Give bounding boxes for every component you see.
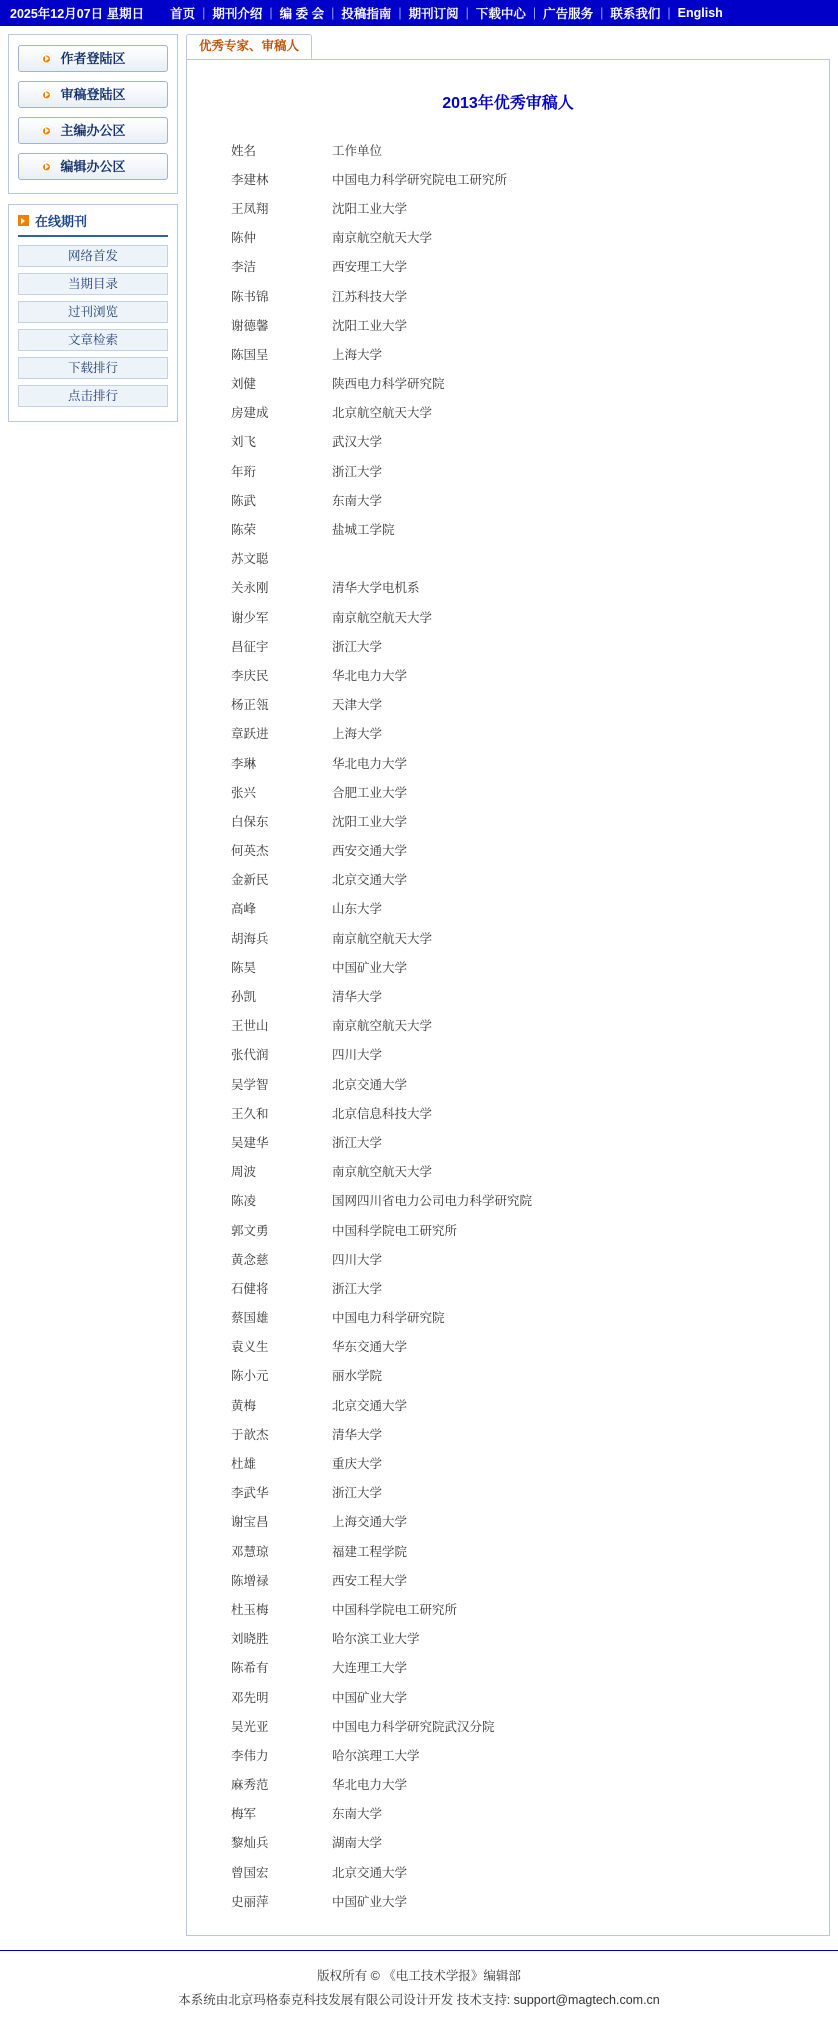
reviewer-name: 陈昊 <box>231 960 257 975</box>
sidebar-item-editor-office[interactable] <box>18 153 168 180</box>
table-row <box>227 427 532 456</box>
table-row <box>227 164 532 193</box>
reviewer-name: 陈仲 <box>231 231 257 246</box>
reviewer-affiliation: 湖南大学 <box>332 1836 383 1851</box>
sidebar-item-label: 文章检索 <box>67 333 118 347</box>
table-row <box>227 1478 532 1507</box>
reviewer-name: 陈凌 <box>231 1194 257 1209</box>
table-row <box>227 1740 532 1769</box>
table-row <box>227 369 532 398</box>
nav-separator: | <box>398 6 402 20</box>
reviewer-name: 陈荣 <box>231 523 257 538</box>
reviewer-name: 李庆民 <box>231 668 269 683</box>
sidebar-item-click-ranking[interactable] <box>18 385 168 407</box>
reviewer-name: 关永刚 <box>231 581 269 596</box>
table-row <box>227 1069 532 1098</box>
reviewer-affiliation: 重庆大学 <box>332 1457 383 1472</box>
tab-excellent-reviewers[interactable] <box>186 34 312 59</box>
table-row <box>227 1770 532 1799</box>
reviewer-name: 谢宝昌 <box>231 1515 269 1530</box>
reviewer-name: 谢少军 <box>231 610 269 625</box>
table-row <box>227 1507 532 1536</box>
sidebar-item-label: 当期目录 <box>67 277 118 291</box>
reviewer-affiliation: 清华大学 <box>332 1427 383 1442</box>
content-area <box>0 26 838 1936</box>
reviewer-name: 袁义生 <box>231 1340 269 1355</box>
nav-separator: | <box>202 6 206 20</box>
column-header-affiliation: 工作单位 <box>332 143 383 158</box>
table-row <box>227 748 532 777</box>
reviewer-name: 黄念慈 <box>231 1252 269 1267</box>
reviewer-affiliation: 华东交通大学 <box>332 1340 408 1355</box>
reviewer-name: 张兴 <box>231 785 257 800</box>
sidebar-item-article-search[interactable] <box>18 329 168 351</box>
reviewers-panel <box>186 60 830 1936</box>
reviewer-name: 李建林 <box>231 172 269 187</box>
reviewer-name: 于歆杰 <box>231 1427 269 1442</box>
reviewer-name: 石健将 <box>231 1281 269 1296</box>
nav-item-home[interactable]: 首页 <box>170 7 196 21</box>
reviewer-affiliation: 丽水学院 <box>332 1369 383 1384</box>
table-row <box>227 719 532 748</box>
table-row <box>227 1244 532 1273</box>
table-row <box>227 1215 532 1244</box>
reviewer-affiliation: 北京交通大学 <box>332 1077 408 1092</box>
nav-item-download-center[interactable]: 下载中心 <box>475 7 526 21</box>
reviewer-name: 高峰 <box>231 902 257 917</box>
reviewer-affiliation: 武汉大学 <box>332 435 383 450</box>
reviewer-affiliation: 中国电力科学研究院武汉分院 <box>332 1719 495 1734</box>
reviewer-affiliation: 哈尔滨工业大学 <box>332 1632 420 1647</box>
nav-item-editorial-board[interactable]: 编 委 会 <box>279 7 325 21</box>
online-journal-panel <box>8 204 178 422</box>
table-row <box>227 456 532 485</box>
reviewer-name: 周波 <box>231 1165 257 1180</box>
reviewer-affiliation: 浙江大学 <box>332 639 383 654</box>
reviewer-affiliation: 东南大学 <box>332 1807 383 1822</box>
reviewer-affiliation: 江苏科技大学 <box>332 289 408 304</box>
nav-separator: | <box>600 6 604 20</box>
reviewer-affiliation: 浙江大学 <box>332 1486 383 1501</box>
nav-item-submission-guide[interactable]: 投稿指南 <box>341 7 392 21</box>
reviewer-name: 杨正瓴 <box>231 698 269 713</box>
reviewer-affiliation: 西安理工大学 <box>332 260 408 275</box>
reviewer-name: 黄梅 <box>231 1398 257 1413</box>
sidebar-item-download-ranking[interactable] <box>18 357 168 379</box>
reviewer-affiliation: 盐城工学院 <box>332 523 395 538</box>
reviewer-affiliation: 国网四川省电力公司电力科学研究院 <box>332 1194 533 1209</box>
reviewer-name: 张代润 <box>231 1048 269 1063</box>
reviewer-affiliation: 北京信息科技大学 <box>332 1106 433 1121</box>
reviewer-affiliation: 南京航空航天大学 <box>332 1019 433 1034</box>
table-row <box>227 252 532 281</box>
table-row <box>227 544 532 573</box>
reviewer-affiliation: 北京航空航天大学 <box>332 406 433 421</box>
table-row <box>227 1828 532 1857</box>
reviewer-affiliation: 四川大学 <box>332 1252 383 1267</box>
reviewer-name: 梅军 <box>231 1807 257 1822</box>
reviewer-affiliation: 合肥工业大学 <box>332 785 408 800</box>
sidebar-item-label: 主编办公区 <box>60 123 126 138</box>
reviewer-name: 邓先明 <box>231 1690 269 1705</box>
table-row <box>227 894 532 923</box>
reviewer-affiliation: 浙江大学 <box>332 1135 383 1150</box>
table-row <box>227 339 532 368</box>
sidebar-item-editor-in-chief-office[interactable] <box>18 117 168 144</box>
reviewer-name: 杜雄 <box>231 1457 257 1472</box>
table-row <box>227 1419 532 1448</box>
reviewer-name: 吴建华 <box>231 1135 269 1150</box>
table-row <box>227 602 532 631</box>
table-row <box>227 923 532 952</box>
reviewer-affiliation: 天津大学 <box>332 698 383 713</box>
reviewer-name: 李伟力 <box>231 1748 269 1763</box>
reviewer-affiliation: 西安交通大学 <box>332 844 408 859</box>
table-row <box>227 1857 532 1886</box>
sidebar-item-current-issue[interactable] <box>18 273 168 295</box>
table-row <box>227 1711 532 1740</box>
reviewer-affiliation: 哈尔滨理工大学 <box>332 1748 420 1763</box>
column-header-name: 姓名 <box>231 143 257 158</box>
table-row <box>227 1040 532 1069</box>
sidebar-item-past-issues[interactable] <box>18 301 168 323</box>
reviewer-affiliation: 南京航空航天大学 <box>332 1165 433 1180</box>
table-row <box>227 1098 532 1127</box>
arrow-bullet-icon <box>41 125 52 136</box>
table-row <box>227 398 532 427</box>
table-row <box>227 1303 532 1332</box>
nav-separator: | <box>667 6 671 20</box>
reviewer-name: 蔡国雄 <box>231 1311 269 1326</box>
reviewer-affiliation: 上海大学 <box>332 727 383 742</box>
reviewer-affiliation: 北京交通大学 <box>332 1865 408 1880</box>
reviewer-name: 房建成 <box>231 406 269 421</box>
reviewer-affiliation: 西安工程大学 <box>332 1573 408 1588</box>
table-row <box>227 1390 532 1419</box>
reviewers-table-body <box>227 135 532 1915</box>
table-row <box>227 1157 532 1186</box>
reviewer-name: 章跃进 <box>231 727 269 742</box>
reviewer-affiliation: 华北电力大学 <box>332 668 408 683</box>
reviewer-name: 李武华 <box>231 1486 269 1501</box>
reviewers-table <box>227 135 532 1915</box>
reviewer-name: 苏文聪 <box>231 552 269 567</box>
reviewer-name: 何英杰 <box>231 844 269 859</box>
reviewer-affiliation: 福建工程学院 <box>332 1544 408 1559</box>
sidebar-item-label: 下载排行 <box>67 361 118 375</box>
reviewer-affiliation: 华北电力大学 <box>332 756 408 771</box>
reviewer-affiliation: 沈阳工业大学 <box>332 318 408 333</box>
reviewer-affiliation: 大连理工大学 <box>332 1661 408 1676</box>
reviewer-affiliation <box>332 544 532 573</box>
tech-support-line: 本系统由北京玛格泰克科技发展有限公司设计开发 技术支持: support@magtech.com.cn <box>178 1993 660 2008</box>
table-row <box>227 193 532 222</box>
reviewer-affiliation: 中国矿业大学 <box>332 1690 408 1705</box>
table-row <box>227 573 532 602</box>
reviewer-name: 吴学智 <box>231 1077 269 1092</box>
reviewer-affiliation: 上海交通大学 <box>332 1515 408 1530</box>
sidebar-item-online-first[interactable] <box>18 245 168 267</box>
sidebar-item-label: 过刊浏览 <box>67 305 118 319</box>
reviewer-affiliation: 中国电力科学研究院电工研究所 <box>332 172 508 187</box>
tab-strip <box>186 34 830 60</box>
reviewer-name: 李洁 <box>231 260 257 275</box>
reviewer-name: 吴光亚 <box>231 1719 269 1734</box>
table-row <box>227 1653 532 1682</box>
nav-item-english[interactable]: English <box>677 6 723 20</box>
reviewer-name: 陈小元 <box>231 1369 269 1384</box>
main-nav-links <box>164 4 838 22</box>
table-header-row <box>227 135 532 164</box>
reviewer-name: 陈希有 <box>231 1661 269 1676</box>
nav-separator: | <box>532 6 537 20</box>
table-row <box>227 981 532 1010</box>
reviewer-affiliation: 清华大学电机系 <box>332 581 420 596</box>
reviewer-affiliation: 中国矿业大学 <box>332 1894 408 1909</box>
reviewer-affiliation: 浙江大学 <box>332 464 383 479</box>
table-row <box>227 631 532 660</box>
reviewer-name: 陈武 <box>231 493 257 508</box>
reviewer-affiliation: 陕西电力科学研究院 <box>332 377 445 392</box>
table-row <box>227 281 532 310</box>
reviewer-name: 刘晓胜 <box>231 1632 269 1647</box>
reviewer-name: 陈国呈 <box>231 347 269 362</box>
reviewer-affiliation: 山东大学 <box>332 902 383 917</box>
reviewer-affiliation: 中国科学院电工研究所 <box>332 1602 458 1617</box>
nav-separator: | <box>465 6 469 20</box>
nav-separator: | <box>269 6 273 20</box>
reviewer-name: 胡海兵 <box>231 931 269 946</box>
reviewer-name: 杜玉梅 <box>231 1602 269 1617</box>
nav-item-advertising[interactable]: 广告服务 <box>543 7 594 21</box>
reviewer-name: 邓慧琼 <box>231 1544 269 1559</box>
reviewer-affiliation: 沈阳工业大学 <box>332 814 408 829</box>
reviewer-name: 年珩 <box>231 464 257 479</box>
table-row <box>227 1565 532 1594</box>
table-row <box>227 952 532 981</box>
reviewer-name: 王世山 <box>231 1019 269 1034</box>
reviewer-affiliation: 中国科学院电工研究所 <box>332 1223 458 1238</box>
sidebar-item-author-login[interactable] <box>18 45 168 72</box>
reviewer-affiliation: 中国电力科学研究院 <box>332 1311 445 1326</box>
reviewer-name: 陈增禄 <box>231 1573 269 1588</box>
sidebar-item-label: 点击排行 <box>67 389 118 403</box>
reviewer-affiliation: 华北电力大学 <box>332 1778 408 1793</box>
table-row <box>227 310 532 339</box>
reviewer-affiliation: 清华大学 <box>332 990 383 1005</box>
top-navigation-bar <box>0 0 838 26</box>
reviewer-affiliation: 北京交通大学 <box>332 873 408 888</box>
main-content <box>186 34 830 1936</box>
reviewer-name: 麻秀范 <box>231 1778 269 1793</box>
reviewer-affiliation: 南京航空航天大学 <box>332 931 433 946</box>
reviewer-name: 郭文勇 <box>231 1223 269 1238</box>
table-row <box>227 690 532 719</box>
arrow-bullet-icon <box>41 161 52 172</box>
nav-separator: | <box>331 6 335 20</box>
sidebar-item-label: 作者登陆区 <box>60 51 126 66</box>
table-row <box>227 1594 532 1623</box>
sidebar-item-reviewer-login[interactable] <box>18 81 168 108</box>
table-row <box>227 1127 532 1156</box>
table-row <box>227 1536 532 1565</box>
reviewer-name: 曾国宏 <box>231 1865 269 1880</box>
arrow-square-icon <box>18 215 29 226</box>
table-row <box>227 1332 532 1361</box>
nav-item-subscription[interactable]: 期刊订阅 <box>408 7 459 21</box>
table-row <box>227 836 532 865</box>
reviewer-affiliation: 四川大学 <box>332 1048 383 1063</box>
nav-item-contact-us[interactable]: 联系我们 <box>610 7 661 21</box>
table-row <box>227 865 532 894</box>
reviewer-affiliation: 上海大学 <box>332 347 383 362</box>
sidebar-item-label: 审稿登陆区 <box>60 87 126 102</box>
reviewer-name: 黎灿兵 <box>231 1836 269 1851</box>
reviewer-name: 金新民 <box>231 873 269 888</box>
sidebar-item-label: 网络首发 <box>67 249 118 263</box>
footer <box>0 1950 838 2031</box>
table-row <box>227 514 532 543</box>
reviewer-affiliation: 沈阳工业大学 <box>332 201 408 216</box>
table-row <box>227 1624 532 1653</box>
reviewer-affiliation: 浙江大学 <box>332 1281 383 1296</box>
reviewer-name: 白保东 <box>231 814 269 829</box>
table-row <box>227 806 532 835</box>
current-date-label: 2025年12月07日 星期日 <box>10 7 145 21</box>
nav-item-journal-intro[interactable]: 期刊介绍 <box>212 7 263 21</box>
reviewer-affiliation: 南京航空航天大学 <box>332 610 433 625</box>
table-row <box>227 777 532 806</box>
login-panel <box>8 34 178 194</box>
table-row <box>227 1448 532 1477</box>
reviewer-affiliation: 南京航空航天大学 <box>332 231 433 246</box>
table-row <box>227 660 532 689</box>
table-row <box>227 485 532 514</box>
copyright-line: 版权所有 © 《电工技术学报》编辑部 <box>317 1969 521 1984</box>
reviewer-name: 孙凯 <box>231 990 257 1005</box>
table-row <box>227 1273 532 1302</box>
reviewer-affiliation: 东南大学 <box>332 493 383 508</box>
table-row <box>227 1011 532 1040</box>
reviewer-affiliation: 北京交通大学 <box>332 1398 408 1413</box>
panel-title: 在线期刊 <box>35 214 88 229</box>
reviewer-name: 李琳 <box>231 756 257 771</box>
arrow-bullet-icon <box>41 89 52 100</box>
panel-header <box>18 211 168 237</box>
sidebar <box>8 34 178 432</box>
arrow-bullet-icon <box>41 53 52 64</box>
reviewer-name: 史丽萍 <box>231 1894 269 1909</box>
reviewer-name: 昌征宇 <box>231 639 269 654</box>
table-row <box>227 1799 532 1828</box>
reviewer-name: 刘飞 <box>231 435 257 450</box>
reviewer-name: 王久和 <box>231 1106 269 1121</box>
table-row <box>227 1186 532 1215</box>
table-row <box>227 223 532 252</box>
reviewer-name: 陈书锦 <box>231 289 269 304</box>
table-row <box>227 1361 532 1390</box>
page-title: 2013年优秀审稿人 <box>442 95 574 112</box>
reviewer-name: 王凤翔 <box>231 201 269 216</box>
reviewer-name: 谢德馨 <box>231 318 269 333</box>
tab-label: 优秀专家、审稿人 <box>199 39 300 53</box>
sidebar-item-label: 编辑办公区 <box>60 159 126 174</box>
reviewer-name: 刘健 <box>231 377 257 392</box>
table-row <box>227 1682 532 1711</box>
table-row <box>227 1886 532 1915</box>
reviewer-affiliation: 中国矿业大学 <box>332 960 408 975</box>
